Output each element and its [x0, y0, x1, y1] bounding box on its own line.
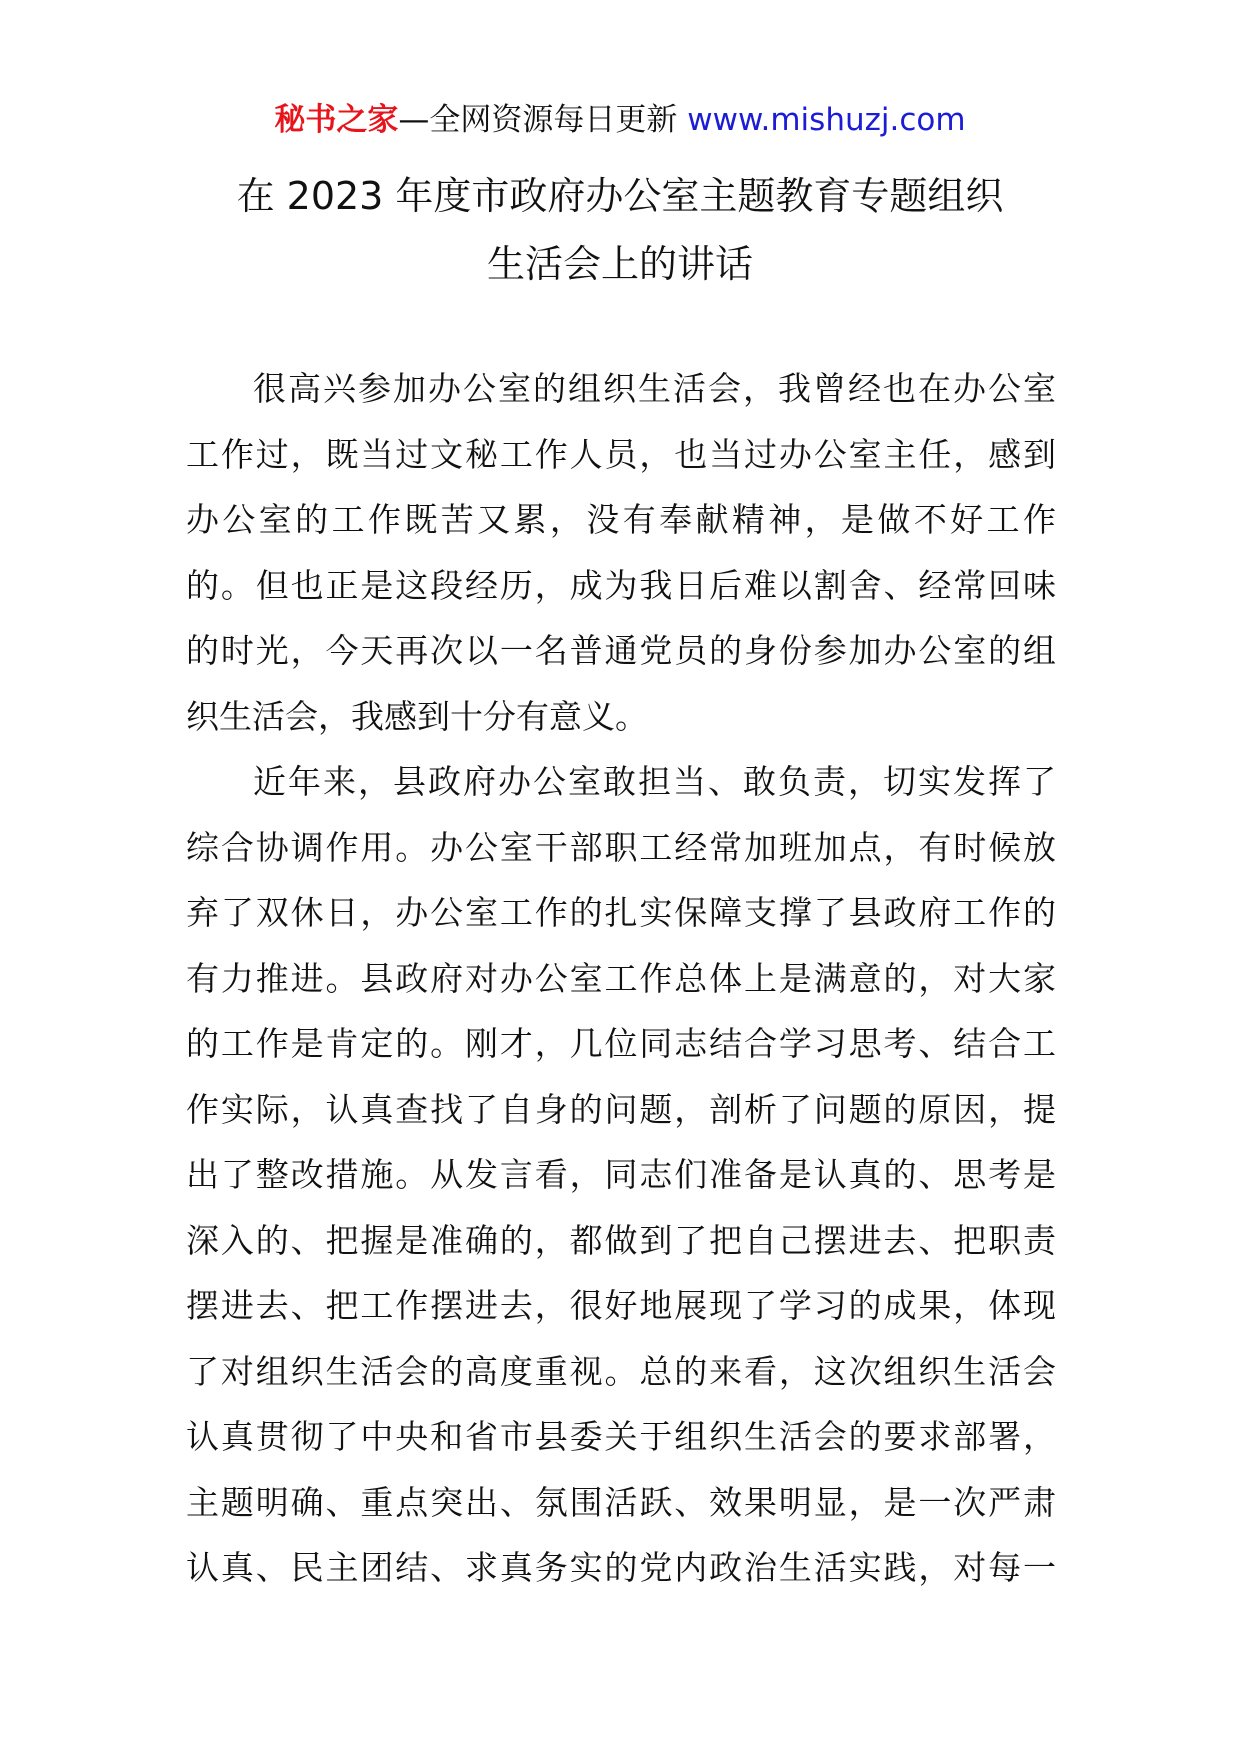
site-url-link[interactable]: www.mishuzj.com: [687, 102, 966, 138]
body-line: 作实际，认真查找了自身的问题，剖析了问题的原因，提: [186, 1089, 1056, 1129]
body-line: 出了整改措施。从发言看，同志们准备是认真的、思考是: [186, 1155, 1056, 1194]
body-line: 主题明确、重点突出、氛围活跃、效果明显，是一次严肃: [186, 1482, 1056, 1522]
body-line: 的。但也正是这段经历，成为我日后难以割舍、经常回味: [186, 565, 1056, 605]
body-line: 办公室的工作既苦又累，没有奉献精神，是做不好工作: [186, 500, 1056, 539]
body-line: 了对组织生活会的高度重视。总的来看，这次组织生活会: [186, 1351, 1056, 1391]
body-line: 摆进去、把工作摆进去，很好地展现了学习的成果，体现: [186, 1286, 1056, 1325]
body-line: 近年来，县政府办公室敢担当、敢负责，切实发挥了: [253, 762, 1056, 801]
body-line: 很高兴参加办公室的组织生活会，我曾经也在办公室: [253, 369, 1056, 408]
title-line: 在 2023 年度市政府办公室主题教育专题组织: [236, 174, 1004, 218]
body-line: 有力推进。县政府对办公室工作总体上是满意的，对大家: [186, 958, 1056, 998]
banner-tagline: —全网资源每日更新: [398, 102, 678, 138]
body-line: 认真贯彻了中央和省市县委关于组织生活会的要求部署，: [186, 1417, 1056, 1456]
body-line: 深入的、把握是准确的，都做到了把自己摆进去、把职责: [186, 1220, 1056, 1260]
document-title: [120, 162, 1120, 298]
document-body: [186, 356, 1056, 1601]
body-line: 的工作是肯定的。刚才，几位同志结合学习思考、结合工: [186, 1024, 1056, 1063]
brand-name: 秘书之家: [274, 102, 399, 138]
body-line: 的时光，今天再次以一名普通党员的身份参加办公室的组: [186, 631, 1056, 670]
body-line: 工作过，既当过文秘工作人员，也当过办公室主任，感到: [186, 434, 1056, 474]
title-line: 生活会上的讲话: [486, 242, 753, 286]
site-banner: [0, 100, 1240, 140]
body-line: 织生活会，我感到十分有意义。: [186, 696, 648, 736]
body-line: 弃了双休日，办公室工作的扎实保障支撑了县政府工作的: [186, 893, 1056, 932]
body-line: 认真、民主团结、求真务实的党内政治生活实践，对每一: [186, 1548, 1056, 1587]
body-line: 综合协调作用。办公室干部职工经常加班加点，有时候放: [186, 827, 1056, 867]
